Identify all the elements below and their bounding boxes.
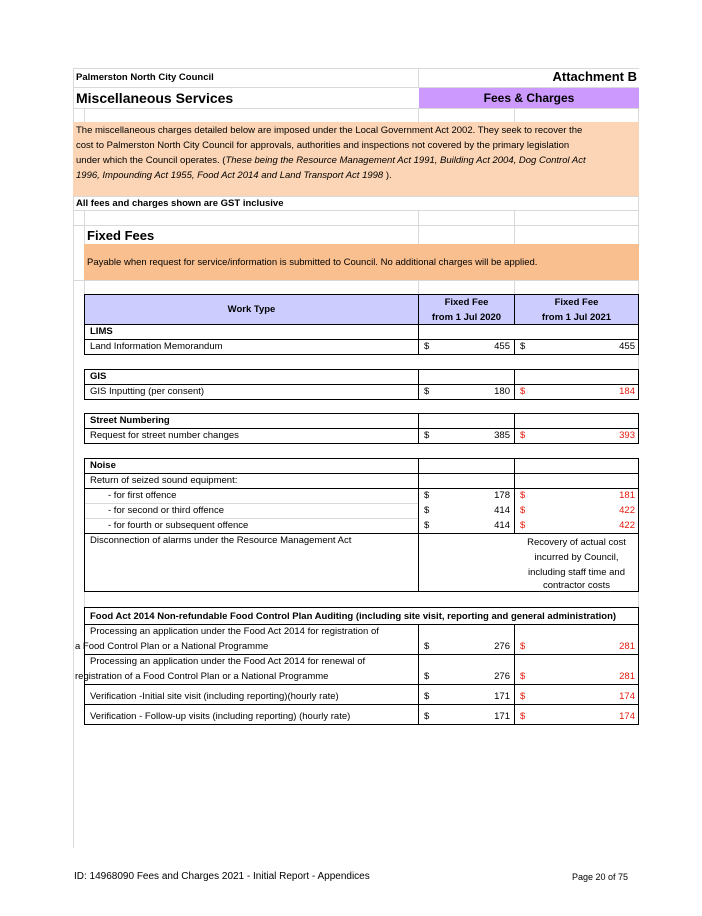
food-row-1-label-2: a Food Control Plan or a National Programme [75, 641, 269, 652]
lims-2021-currency: $ [520, 341, 526, 352]
street-2021-fee: 393 [619, 430, 635, 441]
food-row-4-2021-currency: $ [520, 711, 526, 722]
street-2020-fee: 385 [494, 430, 510, 441]
food-row-3-2020-fee: 171 [494, 691, 510, 702]
noise-row-2-2020-currency: $ [424, 505, 430, 516]
street-row-label: Request for street number changes [90, 430, 239, 441]
intro-line-2: cost to Palmerston North City Council for approvals, authorities and inspections not covered by the primary legislation [76, 140, 570, 151]
food-row-2-label-2: registration of a Food Control Plan or a National Programme [75, 671, 329, 682]
lims-2020-currency: $ [424, 341, 430, 352]
col-work-type: Work Type [227, 304, 276, 315]
col-fee-2021-line2: from 1 Jul 2021 [541, 312, 612, 323]
food-row-2-2021-currency: $ [520, 671, 526, 682]
noise-row-2-label: - for second or third offence [108, 505, 224, 516]
food-row-4-2021-fee: 174 [619, 711, 635, 722]
street-2021-currency: $ [520, 430, 526, 441]
food-row-3-2020-currency: $ [424, 691, 430, 702]
food-row-4-2020-currency: $ [424, 711, 430, 722]
food-row-2-2020-fee: 276 [494, 671, 510, 682]
food-row-4-label: Verification - Follow-up visits (including reporting) (hourly rate) [90, 711, 351, 722]
col-fee-2021-line1: Fixed Fee [554, 297, 599, 308]
gis-2021-fee: 184 [619, 386, 635, 397]
lims-2021-fee: 455 [619, 341, 635, 352]
noise-row-2-2020-fee: 414 [494, 505, 510, 516]
page-title: Miscellaneous Services [76, 90, 234, 106]
gis-row-label: GIS Inputting (per consent) [90, 386, 205, 397]
gis-2021-currency: $ [520, 386, 526, 397]
intro-line-4b: ). [383, 170, 392, 181]
footer-page-number: Page 20 of 75 [571, 872, 628, 882]
food-section [75, 607, 639, 725]
food-row-1-2020-fee: 276 [494, 641, 510, 652]
noise-disconnect-note-3: including staff time and [528, 567, 625, 578]
fixed-fees-title: Fixed Fees [87, 228, 155, 243]
street-heading: Street Numbering [90, 415, 170, 426]
noise-disconnect-note-1: Recovery of actual cost [527, 537, 626, 548]
noise-row-3-2020-currency: $ [424, 520, 430, 531]
noise-row-1-2020-fee: 178 [494, 490, 510, 501]
food-row-4-2020-fee: 171 [494, 711, 510, 722]
noise-heading: Noise [90, 460, 116, 471]
intro-line-4 [76, 170, 392, 182]
noise-section [84, 458, 639, 592]
lims-heading: LIMS [90, 326, 113, 337]
food-row-3-label: Verification -Initial site visit (including reporting)(hourly rate) [90, 691, 339, 702]
intro-line-3 [76, 155, 586, 167]
intro-line-4a: 1996, Impounding Act 1955, Food Act 2014 and Land Transport Act 1998 [76, 170, 384, 181]
lims-row-label: Land Information Memorandum [90, 341, 223, 352]
noise-sub-label: Return of seized sound equipment: [90, 475, 238, 486]
food-row-2-label-1: Processing an application under the Food Act 2014 for renewal of [90, 656, 366, 667]
footer-doc-id: ID: 14968090 Fees and Charges 2021 - Initial Report - Appendices [74, 871, 370, 882]
noise-row-1-2021-currency: $ [520, 490, 526, 501]
council-name: Palmerston North City Council [76, 72, 214, 83]
food-row-1-2021-currency: $ [520, 641, 526, 652]
noise-row-3-label: - for fourth or subsequent offence [108, 520, 249, 531]
noise-disconnect-note-4: contractor costs [542, 580, 611, 591]
gst-note: All fees and charges shown are GST inclusive [76, 198, 284, 209]
header-band [73, 68, 639, 108]
noise-row-2-2021-currency: $ [520, 505, 526, 516]
attachment-label: Attachment B [552, 69, 637, 84]
lims-section [84, 325, 639, 355]
street-2020-currency: $ [424, 430, 430, 441]
intro-line-3b: These being the Resource Management Act 1991, Building Act 2004, Dog Control Act [225, 155, 586, 166]
noise-row-1-label: - for first offence [108, 490, 177, 501]
noise-row-3-2020-fee: 414 [494, 520, 510, 531]
gis-section [84, 369, 639, 400]
food-row-2-2020-currency: $ [424, 671, 430, 682]
noise-row-2-2021-fee: 422 [619, 505, 635, 516]
street-section [84, 413, 639, 444]
table-header [84, 294, 639, 325]
lims-2020-fee: 455 [494, 341, 510, 352]
food-row-3-2021-currency: $ [520, 691, 526, 702]
food-row-3-2021-fee: 174 [619, 691, 635, 702]
noise-row-3-2021-currency: $ [520, 520, 526, 531]
noise-row-1-2021-fee: 181 [619, 490, 635, 501]
intro-block [73, 122, 639, 196]
food-row-1-label-1: Processing an application under the Food Act 2014 for registration of [90, 626, 379, 637]
food-row-1-2021-fee: 281 [619, 641, 635, 652]
col-fee-2020-line1: Fixed Fee [444, 297, 489, 308]
gis-2020-currency: $ [424, 386, 430, 397]
noise-disconnect-label: Disconnection of alarms under the Resource Management Act [90, 535, 352, 546]
food-row-1-2020-currency: $ [424, 641, 430, 652]
noise-disconnect-note-2: incurred by Council, [534, 552, 619, 563]
food-row-2-2021-fee: 281 [619, 671, 635, 682]
noise-row-1-2020-currency: $ [424, 490, 430, 501]
intro-line-3a: under which the Council operates. ( [76, 155, 226, 166]
fees-charges-badge: Fees & Charges [483, 91, 575, 105]
intro-line-1: The miscellaneous charges detailed below are imposed under the Local Government Act 2002. They seek to recover the [76, 125, 583, 136]
gis-2020-fee: 180 [494, 386, 510, 397]
fixed-fees-note: Payable when request for service/information is submitted to Council. No additional charges will be applied. [87, 257, 538, 268]
col-fee-2020-line2: from 1 Jul 2020 [431, 312, 502, 323]
gis-heading: GIS [90, 371, 107, 382]
food-heading: Food Act 2014 Non-refundable Food Control Plan Auditing (including site visit, reporting and general administration) [90, 611, 617, 622]
noise-row-3-2021-fee: 422 [619, 520, 635, 531]
